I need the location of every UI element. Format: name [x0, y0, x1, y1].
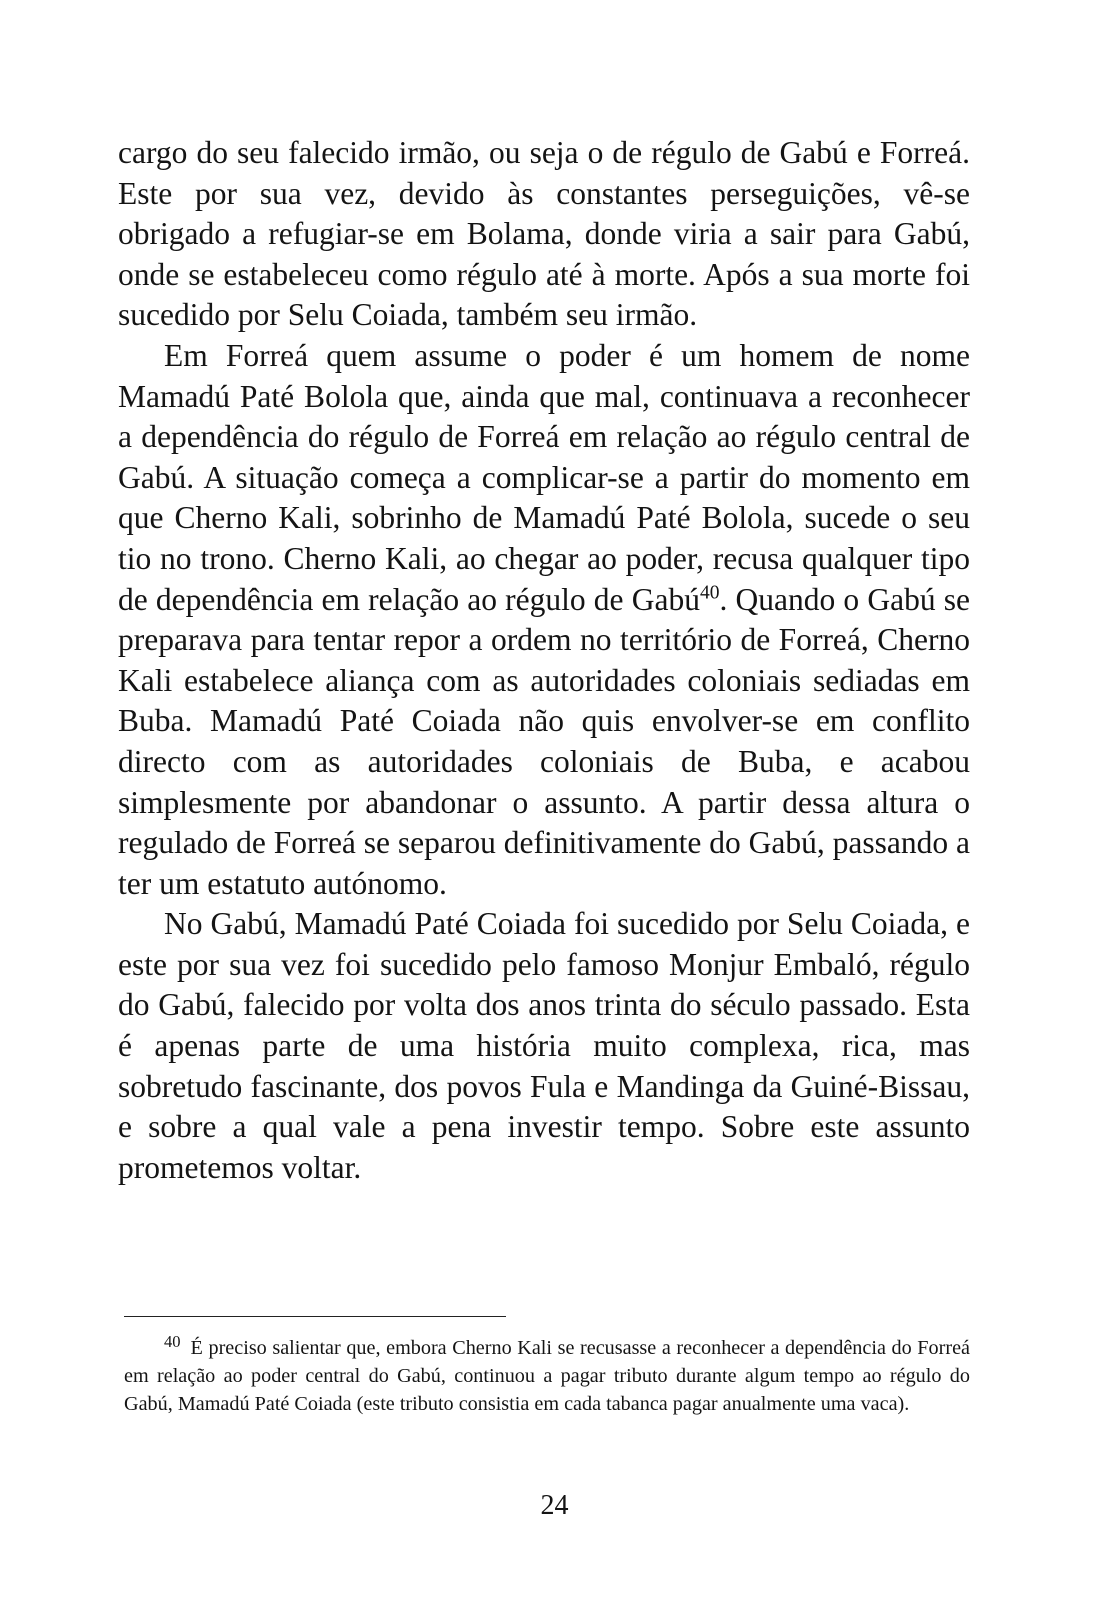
footnote-area [124, 1334, 970, 1419]
page-number: 24 [540, 1490, 569, 1521]
main-text [118, 133, 970, 1188]
paragraph-text: Em Forreá quem assume o poder é um homem de nome Mamadú Paté Bolola que, ainda que mal, continuava a reconhecer a dependência do régulo de Forreá em relação ao régulo central de Gabú. A situação começa a complicar-se a partir do momento em que Cherno Kali, sobrinho de Mamadú Paté Bolola, sucede o seu tio no trono. Cherno Kali, ao chegar ao poder, recusa qualquer tipo de dependência em relação ao régulo de Gabú [118, 337, 970, 617]
footnote [124, 1334, 970, 1419]
paragraph-continued: cargo do seu falecido irmão, ou seja o de régulo de Gabú e Forreá. Este por sua vez, devido às constantes perseguições, vê-se obrigado a refugiar-se em Bolama, donde viria a sair para Gabú, onde se estabeleceu como régulo até à morte. Após a sua morte foi sucedido por Selu Coiada, também seu irmão. [118, 135, 970, 333]
footnote-number: 40 [164, 1332, 181, 1352]
paragraph [118, 336, 970, 904]
footnote-reference: 40 [699, 582, 720, 604]
footnote-text: É preciso salientar que, embora Cherno Kali se recusasse a reconhecer a dependência do Forreá em relação ao poder central do Gabú, continuou a pagar tributo durante algum tempo ao régulo do Gabú, Mamadú Paté Coiada (este tributo consistia em cada tabanca pagar anualmente uma vaca). [124, 1337, 970, 1416]
footnote-separator [124, 1316, 506, 1317]
paragraph-text: . Quando o Gabú se preparava para tentar repor a ordem no território de Forreá, Cherno Kali estabelece aliança com as autoridades coloniais sediadas em Buba. Mamadú Paté Coiada não quis envolver-se em conflito directo com as autoridades coloniais de Buba, e acabou simplesmente por abandonar o assunto. A partir dessa altura o regulado de Forreá se separou definitivamente do Gabú, passando a ter um estatuto autónomo. [118, 581, 971, 901]
paragraph: No Gabú, Mamadú Paté Coiada foi sucedido por Selu Coiada, e este por sua vez foi sucedido pelo famoso Monjur Embaló, régulo do Gabú, falecido por volta dos anos trinta do século passado. Esta é apenas parte de uma história muito complexa, rica, mas sobretudo fascinante, dos povos Fula e Mandinga da Guiné-Bissau, e sobre a qual vale a pena investir tempo. Sobre este assunto prometemos voltar. [118, 906, 970, 1185]
